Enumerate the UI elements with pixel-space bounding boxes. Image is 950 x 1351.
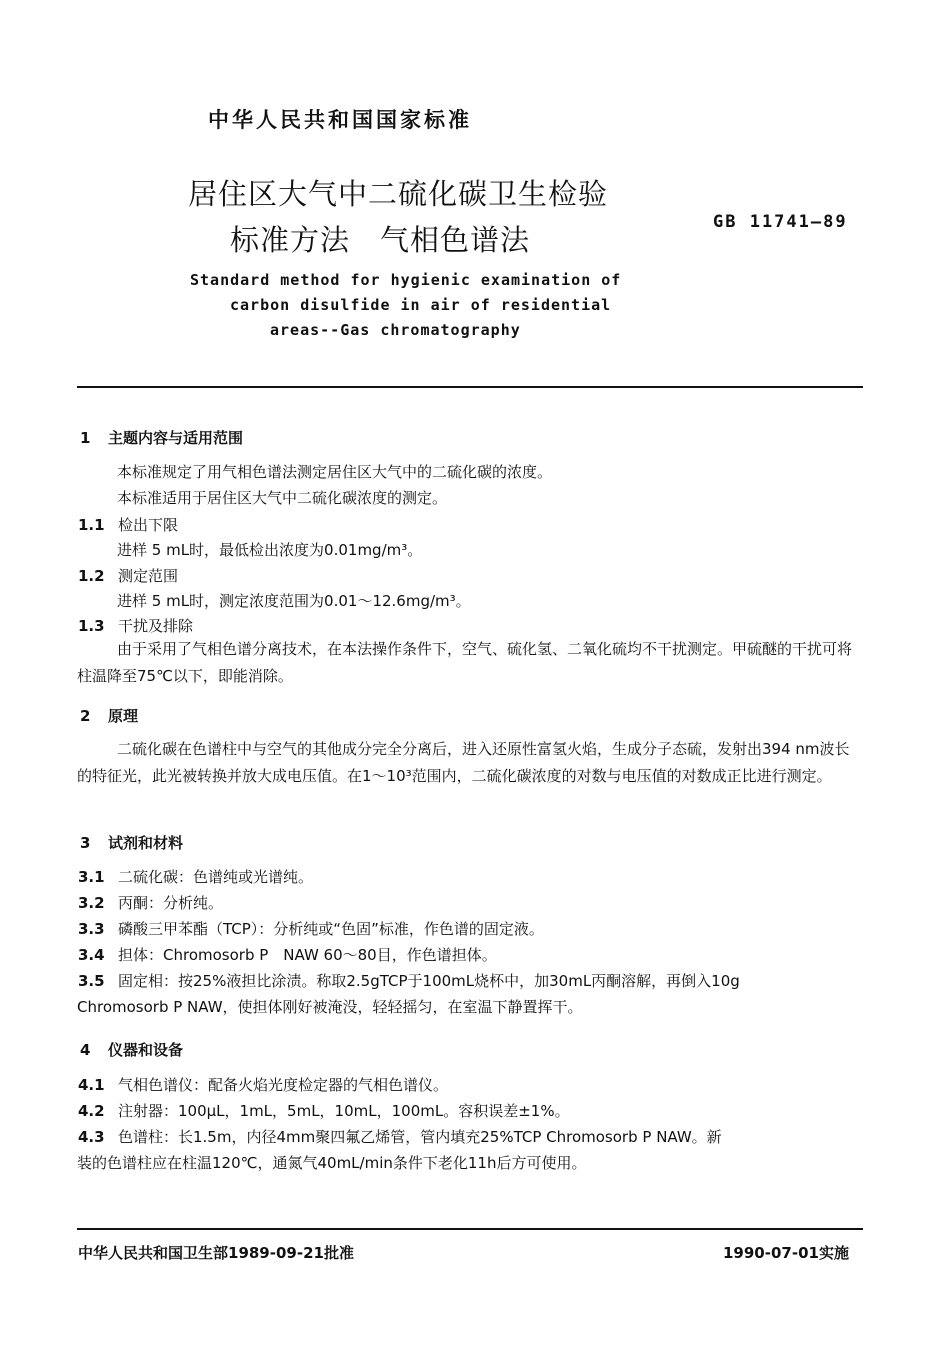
section-3-heading [80,832,183,853]
item-3-4 [78,944,497,965]
item-number: 3.4 [78,946,105,964]
issuing-authority: 中华人民共和国国家标准 [208,108,472,132]
item-4-2 [78,1100,570,1121]
item-3-3 [78,918,544,939]
section-number: 1 [80,429,91,447]
section-title: 主题内容与适用范围 [108,429,244,447]
subsection-1-3-text: 由于采用了气相色谱分离技术，在本法操作条件下，空气、硫化氢、二氧化硫均不干扰测定。甲硫醚的干扰可将柱温降至75℃以下，即能消除。 [77,640,853,685]
item-3-2 [78,892,223,913]
subsection-1-1-heading [78,514,178,535]
section-number: 2 [80,707,91,725]
item-3-1 [78,866,313,887]
section-title: 原理 [108,707,139,725]
section-1-para1: 本标准规定了用气相色谱法测定居住区大气中的二硫化碳的浓度。 [117,463,553,481]
item-number: 4.1 [78,1076,105,1094]
english-title-line2: carbon disulfide in air of residential [230,296,612,314]
item-number: 4.3 [78,1128,105,1146]
item-number: 3.1 [78,868,105,886]
section-2-text: 二硫化碳在色谱柱中与空气的其他成分完全分离后，进入还原性富氢火焰，生成分子态硫，发射出394 nm波长的特征光，此光被转换并放大成电压值。在1～10³范围内，二硫化碳浓度的对数与电压值的对数成正比进行测定。 [77,740,850,785]
section-number: 3 [80,834,91,852]
section-2-heading [80,705,138,726]
item-text: 磷酸三甲苯酯（TCP）：分析纯或“色固”标准，作色谱的固定液。 [118,920,544,938]
item-4-3 [78,1126,722,1147]
approval-line: 中华人民共和国卫生部1989-09-21批准 [78,1244,354,1262]
english-title-line1: Standard method for hygienic examination of [190,271,622,289]
item-3-5-continued: Chromosorb P NAW，使担体刚好被淹没，轻轻摇匀，在室温下静置挥干。 [77,998,583,1016]
item-number: 3.2 [78,894,105,912]
item-number: 3.3 [78,920,105,938]
subsection-1-2-text: 进样 5 mL时，测定浓度范围为0.01～12.6mg/m³。 [117,592,471,610]
section-1-heading [80,427,243,448]
section-title: 试剂和材料 [108,834,184,852]
document-title-line1: 居住区大气中二硫化碳卫生检验 [188,177,609,211]
document-title-line2: 标准方法 气相色谱法 [230,223,531,257]
subsection-title: 干扰及排除 [118,617,194,635]
item-text: 注射器：100μL，1mL，5mL，10mL，100mL。容积误差±1%。 [118,1102,570,1120]
item-text: 丙酮：分析纯。 [118,894,224,912]
item-3-5 [78,970,740,991]
effective-date: 1990-07-01实施 [723,1244,849,1262]
item-text: 固定相：按25%液担比涂渍。称取2.5gTCP于100mL烧杯中，加30mL丙酮溶解，再倒入10g [118,972,740,990]
subsection-1-3-heading [78,615,193,636]
section-4-heading [80,1039,183,1060]
subsection-1-2-heading [78,565,178,586]
subsection-number: 1.3 [78,617,105,635]
subsection-number: 1.1 [78,516,105,534]
section-number: 4 [80,1041,91,1059]
standard-code: GB 11741—89 [713,212,848,232]
header-rule [77,386,863,388]
english-title-line3: areas--Gas chromatography [270,321,521,339]
subsection-number: 1.2 [78,567,105,585]
item-number: 3.5 [78,972,105,990]
item-text: 色谱柱：长1.5m，内径4mm聚四氟乙烯管，管内填充25%TCP Chromosorb P NAW。新 [118,1128,722,1146]
subsection-title: 测定范围 [118,567,179,585]
footer-rule [77,1228,863,1230]
subsection-title: 检出下限 [118,516,179,534]
subsection-1-1-text: 进样 5 mL时，最低检出浓度为0.01mg/m³。 [117,541,423,559]
section-1-para2: 本标准适用于居住区大气中二硫化碳浓度的测定。 [117,489,448,507]
item-4-1 [78,1074,448,1095]
item-text: 担体：Chromosorb P NAW 60～80目，作色谱担体。 [118,946,497,964]
item-number: 4.2 [78,1102,105,1120]
item-4-3-continued: 装的色谱柱应在柱温120℃，通氮气40mL/min条件下老化11h后方可使用。 [77,1154,587,1172]
item-text: 二硫化碳：色谱纯或光谱纯。 [118,868,314,886]
section-title: 仪器和设备 [108,1041,184,1059]
item-text: 气相色谱仪：配备火焰光度检定器的气相色谱仪。 [118,1076,449,1094]
